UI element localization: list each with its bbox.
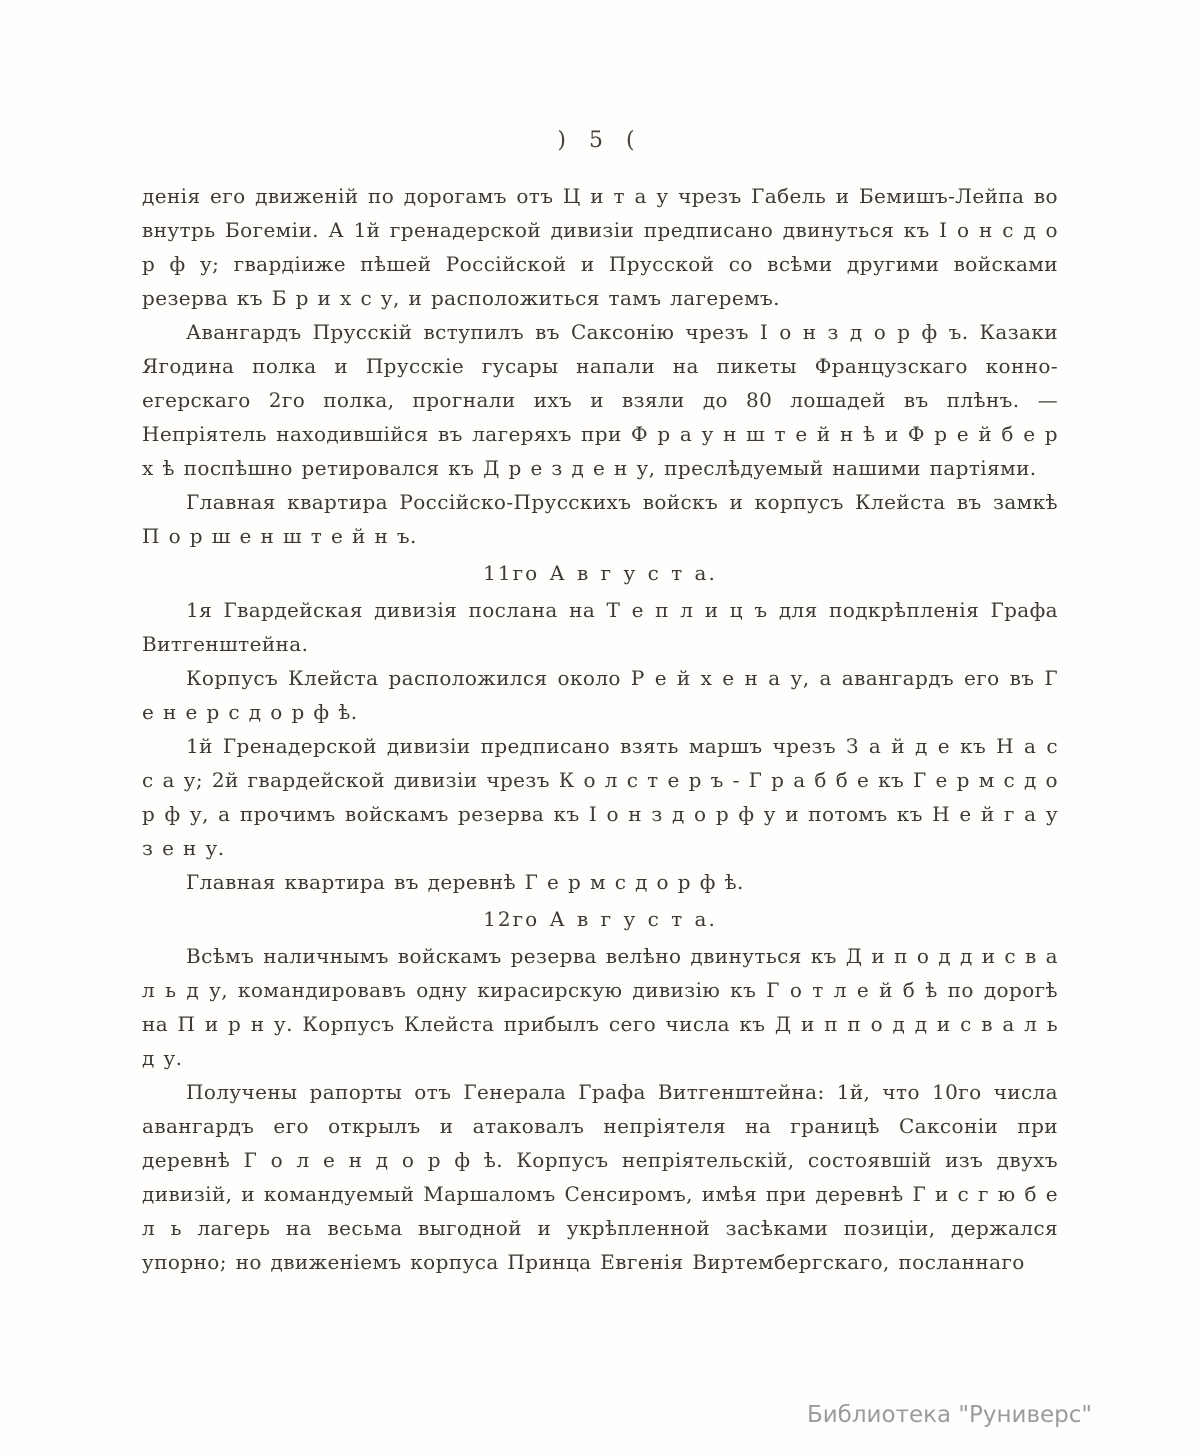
date-heading: 11го А в г у с т а. bbox=[483, 561, 717, 585]
paragraph: 1й Гренадерской дивизіи предписано взять маршъ чрезъ З а й д е къ Н а с с а у; 2й гвардейской дивизіи чрезъ К о л с т е р ъ - Г р а б б е къ Г е р м с д о р ф у, а прочимъ войскамъ резерва къ І о н з д о р ф у и потомъ къ Н е й г а у з е н у. bbox=[142, 734, 1058, 860]
paragraph: 1я Гвардейская дивизія послана на Т е п л и ц ъ для подкрѣпленія Графа Витгенштейна. bbox=[142, 598, 1058, 656]
paragraph: Авангардъ Прусскій вступилъ въ Саксонію чрезъ І о н з д о р ф ъ. Казаки Ягодина полка и Прусскіе гусары напали на пикеты Французскаго конно-егерскаго 2го полка, прогнали ихъ и взяли до 80 лошадей въ плѣнъ. — Непріятель находившійся въ лагеряхъ при Ф р а у н ш т е й н ѣ и Ф р е й б е р х ѣ поспѣшно ретировался къ Д р е з д е н у, преслѣдуемый нашими партіями. bbox=[142, 320, 1058, 480]
page-body bbox=[142, 179, 1058, 1279]
paragraph: Корпусъ Клейста расположился около Р е й х е н а у, а авангардъ его въ Г е н е р с д о р ф ѣ. bbox=[142, 666, 1058, 724]
paragraph: Главная квартира Россійско-Прусскихъ войскъ и корпусъ Клейста въ замкѣ П о р ш е н ш т е й н ъ. bbox=[142, 490, 1058, 548]
paragraph: Всѣмъ наличнымъ войскамъ резерва велѣно двинуться къ Д и п о д д и с в а л ь д у, командировавъ одну кирасирскую дивизію къ Г о т л е й б ѣ по дорогѣ на П и р н у. Корпусъ Клейста прибылъ сего числа къ Д и п п о д д и с в а л ь д у. bbox=[142, 944, 1058, 1070]
paragraph: Получены рапорты отъ Генерала Графа Витгенштейна: 1й, что 10го числа авангардъ его открылъ и атаковалъ непріятеля на границѣ Саксоніи при деревнѣ Г о л е н д о р ф ѣ. Корпусъ непріятельскій, состоявшій изъ двухъ дивизій, и командуемый Маршаломъ Сенсиромъ, имѣя при деревнѣ Г и с г ю б е л ь лагерь на весьма выгодной и укрѣпленной засѣками позиціи, держался упорно; но движеніемъ корпуса Принца Евгенія Виртембергскаго, посланнаго bbox=[142, 1080, 1058, 1274]
paragraph: денія его движеній по дорогамъ отъ Ц и т а у чрезъ Габель и Бемишъ-Лейпа во внутрь Богеміи. А 1й гренадерской дивизіи предписано двинуться къ І о н с д о р ф у; гвардіиже пѣшей Россійской и Прусской со всѣми другими войсками резерва къ Б р и х с у, и расположиться тамъ лагеремъ. bbox=[142, 184, 1058, 310]
paragraph: Главная квартира въ деревнѣ Г е р м с д о р ф ѣ. bbox=[186, 870, 744, 894]
page-number: ) 5 ( bbox=[557, 128, 643, 153]
library-watermark: Библиотека "Руниверс" bbox=[806, 1402, 1092, 1428]
date-heading: 12го А в г у с т а. bbox=[483, 907, 717, 931]
